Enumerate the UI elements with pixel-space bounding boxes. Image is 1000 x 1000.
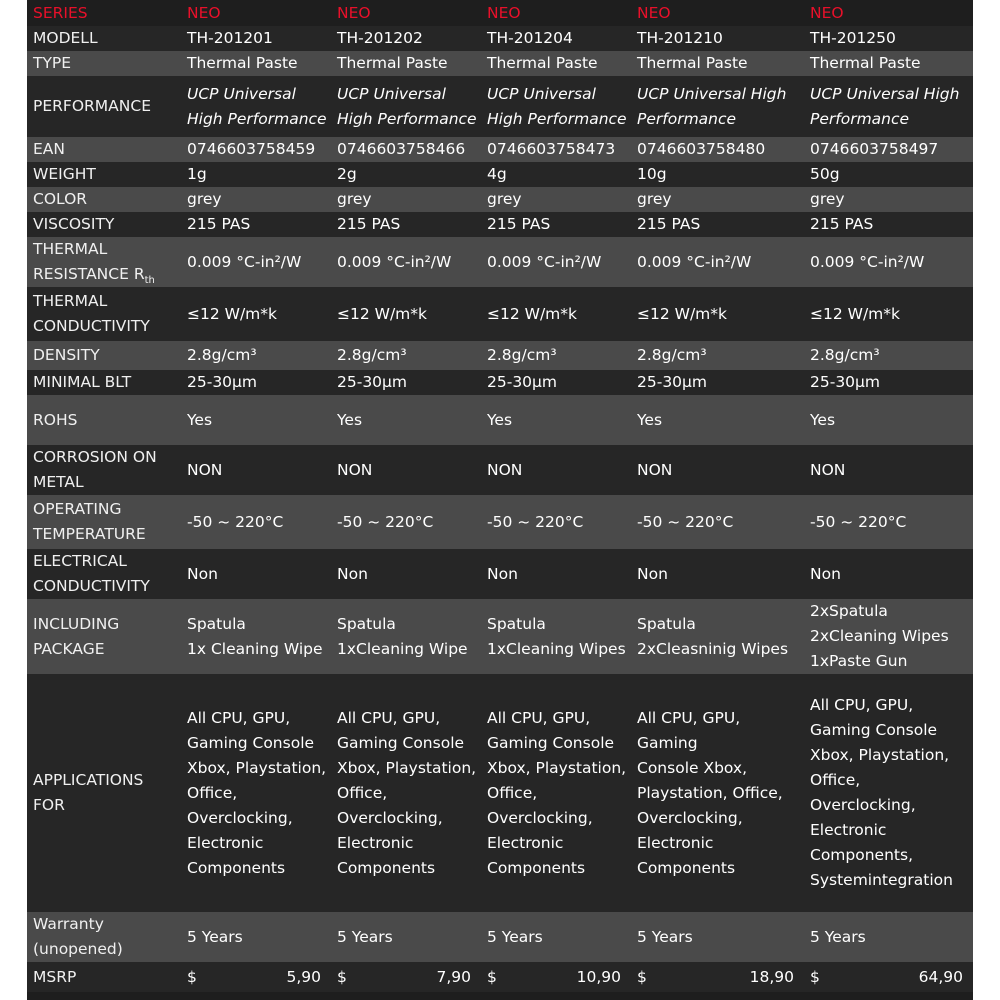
spec-value: All CPU, GPU, Gaming Console Xbox, Playstation, Office, Overclocking, Electronic Components, Systemintegration [810,696,953,889]
spec-value: 25-30µm [637,373,707,391]
spec-value: grey [337,190,372,208]
series-value: NEO [810,3,844,22]
spec-value: Thermal Paste [337,54,448,72]
spec-value: Spatula 1x Cleaning Wipe [187,614,323,658]
spec-table-frame [27,0,973,1000]
spec-value: Spatula 2xCleasninig Wipes [637,614,789,658]
row-label: COLOR [33,190,88,208]
spec-value: TH-201204 [487,29,573,47]
spec-value: TH-201250 [810,29,896,47]
spec-value: -50 ~ 220°C [337,512,434,531]
spec-value: 5 Years [487,927,543,946]
spec-value: 0.009 °C-in²/W [337,252,452,271]
spec-row [27,495,973,549]
row-label: Warranty (unopened) [33,915,123,958]
spec-value: Yes [487,410,513,429]
row-label: INCLUDING PACKAGE [33,614,120,658]
spec-value: NON [810,460,846,479]
spec-row [27,599,973,674]
spec-row [27,549,973,599]
spec-value: -50 ~ 220°C [487,512,584,531]
spec-value: 4g [487,165,507,183]
spec-value: 25-30µm [487,373,557,391]
spec-value: 0746603758497 [810,140,939,158]
price [637,965,802,990]
spec-row [27,445,973,495]
row-label: VISCOSITY [33,215,115,233]
msrp-cell [631,962,804,992]
spec-value: ≤12 W/m*k [637,304,728,323]
spec-value: grey [187,190,222,208]
spec-row [27,912,973,962]
msrp-cell [481,962,631,992]
price-amount: 18,90 [749,967,794,986]
spec-row [27,212,973,237]
spec-value: UCP Universal High Performance [810,84,960,128]
spec-value: Non [487,564,518,583]
spec-value: 215 PAS [337,215,401,233]
spec-value: NON [637,460,673,479]
spec-value: 215 PAS [810,215,874,233]
row-label: MODELL [33,29,98,47]
spec-value: 215 PAS [637,215,701,233]
spec-value: Non [810,564,841,583]
spec-table [27,0,973,992]
spec-value: NON [187,460,223,479]
row-label: ELECTRICAL CONDUCTIVITY [33,552,150,595]
spec-row [27,237,973,287]
spec-row [27,76,973,137]
price [810,965,971,990]
spec-row [27,370,973,395]
spec-value: 25-30µm [810,373,880,391]
spec-row [27,341,973,370]
spec-value: 5 Years [810,927,866,946]
spec-value: UCP Universal High Performance [487,84,627,128]
price [187,965,329,990]
spec-value: ≤12 W/m*k [810,304,901,323]
spec-value: 0.009 °C-in²/W [637,252,752,271]
series-value: NEO [187,3,221,22]
msrp-cell [331,962,481,992]
spec-value: 215 PAS [487,215,551,233]
row-label: ROHS [33,410,78,429]
row-label: EAN [33,140,65,158]
currency-symbol: $ [487,967,497,986]
spec-value: 25-30µm [337,373,407,391]
spec-value: Thermal Paste [810,54,921,72]
spec-value: UCP Universal High Performance [187,84,327,128]
spec-value: 0746603758473 [487,140,616,158]
spec-value: Non [637,564,668,583]
row-label: CORROSION ON METAL [33,448,157,491]
spec-value: Thermal Paste [487,54,598,72]
spec-value: 2xSpatula 2xCleaning Wipes 1xPaste Gun [810,602,949,670]
spec-value: 10g [637,165,667,183]
spec-value: ≤12 W/m*k [187,304,278,323]
currency-symbol: $ [187,967,197,986]
row-label: OPERATING TEMPERATURE [33,500,146,543]
spec-value: Spatula 1xCleaning Wipe [337,614,468,658]
spec-value: -50 ~ 220°C [187,512,284,531]
spec-value: TH-201202 [337,29,423,47]
spec-value: All CPU, GPU, Gaming Console Xbox, Playstation, Office, Overclocking, Electronic Components [337,708,477,877]
spec-value: grey [487,190,522,208]
spec-value: UCP Universal High Performance [637,84,787,128]
price-amount: 10,90 [576,967,621,986]
currency-symbol: $ [637,967,647,986]
spec-value: grey [637,190,672,208]
spec-value: Spatula 1xCleaning Wipes [487,614,626,658]
spec-value: -50 ~ 220°C [637,512,734,531]
row-label: PERFORMANCE [33,97,151,115]
spec-value: Yes [637,410,663,429]
msrp-cell [804,962,973,992]
spec-value: Non [187,564,218,583]
currency-symbol: $ [337,967,347,986]
spec-value: Yes [187,410,213,429]
spec-value: 2g [337,165,357,183]
row-label: TYPE [33,54,72,72]
spec-value: TH-201201 [187,29,273,47]
row-label: DENSITY [33,346,100,364]
series-header-row [27,0,973,26]
spec-value: Non [337,564,368,583]
spec-value: 0746603758466 [337,140,466,158]
spec-value: Yes [810,410,836,429]
price-amount: 7,90 [436,967,471,986]
row-label: THERMAL RESISTANCE $R_{th}$ [33,240,155,287]
spec-value: 2.8g/cm³ [637,346,707,364]
spec-value: ≤12 W/m*k [487,304,578,323]
spec-value: UCP Universal High Performance [337,84,477,128]
spec-row [27,162,973,187]
spec-value: grey [810,190,845,208]
spec-value: 50g [810,165,840,183]
spec-value: 215 PAS [187,215,251,233]
currency-symbol: $ [810,967,820,986]
spec-row [27,674,973,912]
spec-value: 5 Years [337,927,393,946]
spec-value: TH-201210 [637,29,723,47]
spec-value: 2.8g/cm³ [337,346,407,364]
spec-value: ≤12 W/m*k [337,304,428,323]
spec-value: Thermal Paste [637,54,748,72]
spec-value: 5 Years [187,927,243,946]
price-amount: 64,90 [918,967,963,986]
price [487,965,629,990]
spec-row [27,137,973,162]
row-label: WEIGHT [33,165,96,183]
spec-value: NON [487,460,523,479]
row-label: MINIMAL BLT [33,373,132,391]
spec-row [27,395,973,445]
spec-value: 25-30µm [187,373,257,391]
spec-value: 0746603758480 [637,140,766,158]
spec-value: 1g [187,165,207,183]
spec-value: All CPU, GPU, Gaming Console Xbox, Playstation, Office, Overclocking, Electronic Components [187,708,327,877]
msrp-label: MSRP [33,967,77,986]
spec-row [27,287,973,341]
spec-value: All CPU, GPU, Gaming Console Xbox, Playstation, Office, Overclocking, Electronic Components [637,708,783,877]
spec-value: 5 Years [637,927,693,946]
series-label: SERIES [33,3,88,22]
spec-value: 2.8g/cm³ [487,346,557,364]
spec-row [27,187,973,212]
spec-value: 2.8g/cm³ [810,346,880,364]
spec-value: 0.009 °C-in²/W [487,252,602,271]
spec-value: NON [337,460,373,479]
spec-value: 0746603758459 [187,140,316,158]
spec-row [27,51,973,76]
series-value: NEO [487,3,521,22]
row-label: THERMAL CONDUCTIVITY [33,292,150,335]
series-value: NEO [637,3,671,22]
spec-value: 0.009 °C-in²/W [187,252,302,271]
spec-row [27,26,973,51]
spec-value: Thermal Paste [187,54,298,72]
spec-value: Yes [337,410,363,429]
spec-value: -50 ~ 220°C [810,512,907,531]
label-subscript: th [144,275,155,287]
spec-value: 2.8g/cm³ [187,346,257,364]
row-label: APPLICATIONS FOR [33,771,144,814]
price [337,965,479,990]
series-value: NEO [337,3,371,22]
price-amount: 5,90 [286,967,321,986]
msrp-row [27,962,973,992]
msrp-cell [181,962,331,992]
spec-value: All CPU, GPU, Gaming Console Xbox, Playstation, Office, Overclocking, Electronic Components [487,708,627,877]
spec-value: 0.009 °C-in²/W [810,252,925,271]
